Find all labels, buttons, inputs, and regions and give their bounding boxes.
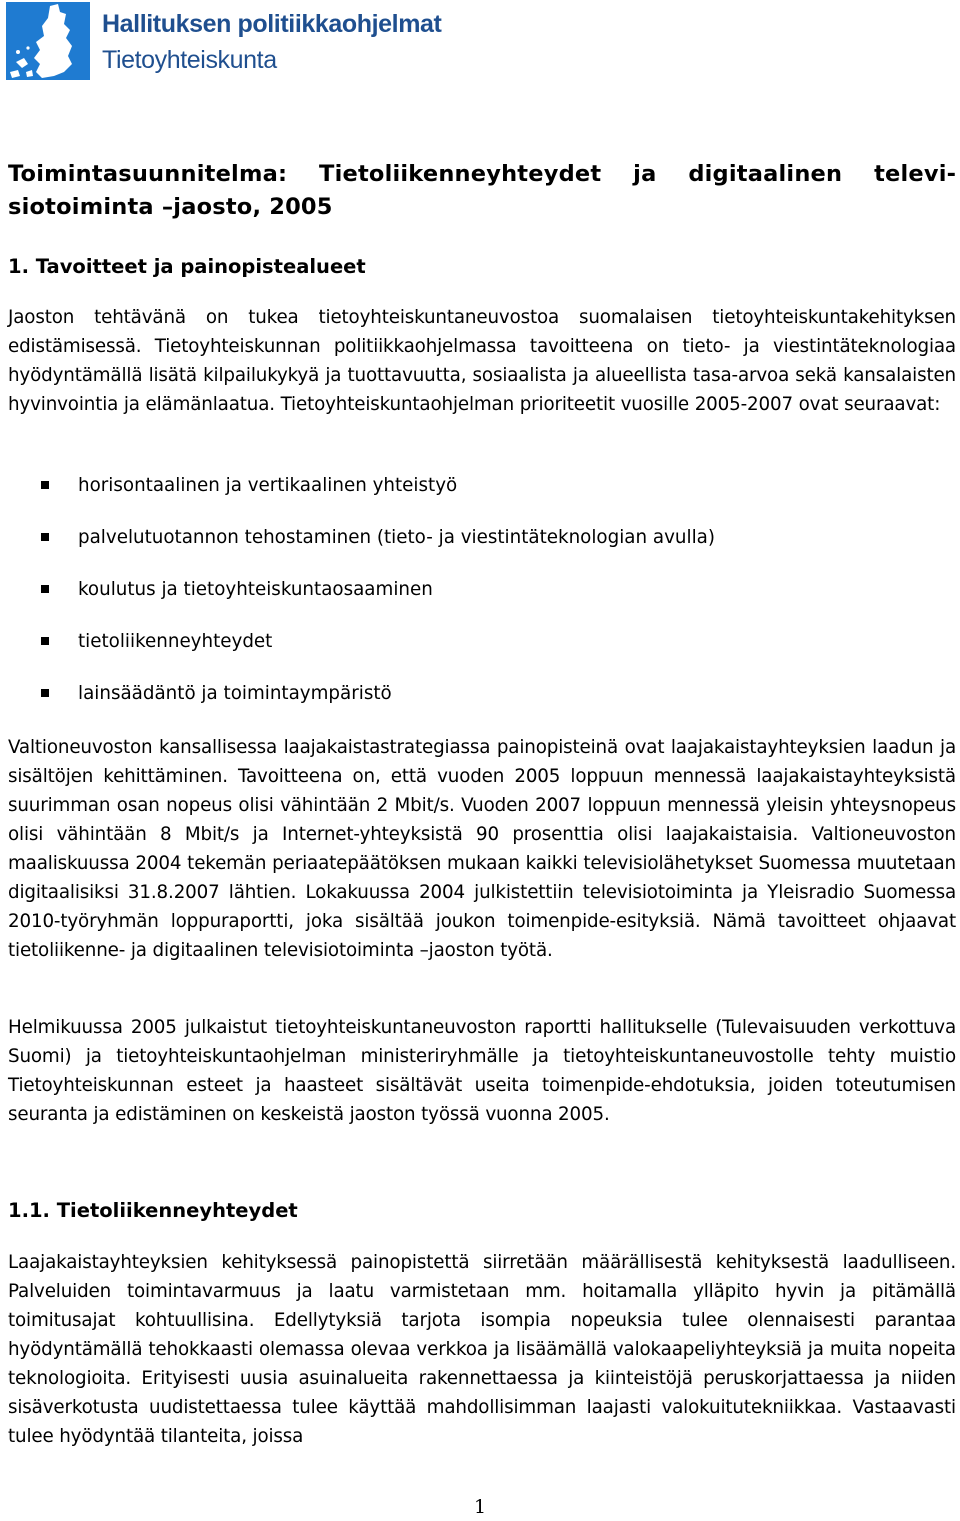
report-paragraph: Helmikuussa 2005 julkaistut tietoyhteiskuntaneuvoston raportti hallitukselle (Tulevaisuuden verkottuva Suomi) ja tietoyhteiskuntaohjelman ministeriryhmälle ja tietoyhteiskuntaneuvostolle tehty muistio Tietoyhteiskunnan esteet ja haasteet sisältävät useita toimenpide-ehdotuksia, joiden toteutumisen seuranta ja edistäminen on keskeistä jaoston työssä vuonna 2005. <box>8 1017 956 1125</box>
bullet-square-icon <box>41 585 49 593</box>
list-item <box>8 470 956 522</box>
priority-list <box>8 470 956 730</box>
bullet-square-icon <box>41 637 49 645</box>
logo-title: Hallituksen politiikkaohjelmat <box>102 10 442 38</box>
bullet-square-icon <box>41 481 49 489</box>
bullet-square-icon <box>41 533 49 541</box>
section-1-heading: 1. Tavoitteet ja painopistealueet <box>8 255 366 278</box>
list-item <box>8 574 956 626</box>
list-item-text: koulutus ja tietoyhteiskuntaosaaminen <box>78 579 433 600</box>
logo-subtitle: Tietoyhteiskunta <box>102 46 277 74</box>
logo <box>6 0 442 82</box>
document-title: Toimintasuunnitelma: Tietoliikenneyhteydet ja digitaalinen televisiotoiminta –jaosto, 2005 <box>8 161 956 220</box>
list-item-text: lainsäädäntö ja toimintaympäristö <box>78 683 392 704</box>
list-item-text: tietoliikenneyhteydet <box>78 631 273 652</box>
connections-paragraph: Laajakaistayhteyksien kehityksessä painopistettä siirretään määrällisestä kehityksestä laadulliseen. Palveluiden toimintavarmuus ja laatu varmistetaan mm. hoitamalla ylläpito hyvin ja pitämällä toimitusajat kohtuullisina. Edellytyksiä tarjota isompia nopeuksia tulee olennaisesti parantaa hyödyntämällä tehokkaasti olemassa olevaa verkkoa ja lisäämällä valokaapeliyhteyksiä ja muita nopeita teknologioita. Erityisesti uusia asuinalueita rakennettaessa ja kiinteistöjä peruskorjattaessa ja niiden sisäverkotusta uudistettaessa tulee käyttää mahdollisimman laajasti valokuitutekniikkaa. Vastaavasti tulee hyödyntää tilanteita, joissa <box>8 1252 956 1447</box>
strategy-paragraph: Valtioneuvoston kansallisessa laajakaistastrategiassa painopisteinä ovat laajakaistayhteyksien laadun ja sisältöjen kehittäminen. Tavoitteena on, että vuoden 2005 loppuun mennessä laajakaistayhteyksistä suurimman osan nopeus olisi vähintään 2 Mbit/s. Vuoden 2007 loppuun mennessä yleisin yhteysnopeus olisi vähintään 8 Mbit/s ja Internet-yhteyksistä 90 prosenttia olisi laajakaistaisia. Valtioneuvoston maaliskuussa 2004 tekemän periaatepäätöksen mukaan kaikki televisiolähetykset Suomessa muutetaan digitaalisiksi 31.8.2007 lähtien. Lokakuussa 2004 julkistettiin televisiotoiminta ja Yleisradio Suomessa 2010-työryhmän loppuraportti, joka sisältää joukon toimenpide-esityksiä. Nämä tavoitteet ohjaavat tietoliikenne- ja digitaalinen televisiotoiminta –jaoston työtä. <box>8 737 956 961</box>
page-number: 1 <box>473 1496 487 1518</box>
finland-map-logo-icon <box>6 2 90 80</box>
section-1-1-heading: 1.1. Tietoliikenneyhteydet <box>8 1199 298 1222</box>
list-item <box>8 522 956 574</box>
list-item <box>8 626 956 678</box>
intro-paragraph: Jaoston tehtävänä on tukea tietoyhteiskuntaneuvostoa suomalaisen tietoyhteiskuntakehityksen edistämisessä. Tietoyhteiskunnan politiikkaohjelmassa tavoitteena on tieto- ja viestintäteknologiaa hyödyntämällä lisätä kilpailukykyä ja tuottavuutta, sosiaalista ja alueellista tasa-arvoa sekä kansalaisten hyvinvointia ja elämänlaatua. Tietoyhteiskuntaohjelman prioriteetit vuosille 2005-2007 ovat seuraavat: <box>8 307 956 415</box>
list-item-text: palvelutuotannon tehostaminen (tieto- ja viestintäteknologian avulla) <box>78 527 715 548</box>
list-item-text: horisontaalinen ja vertikaalinen yhteistyö <box>78 475 458 496</box>
list-item <box>8 678 956 730</box>
bullet-square-icon <box>41 689 49 697</box>
